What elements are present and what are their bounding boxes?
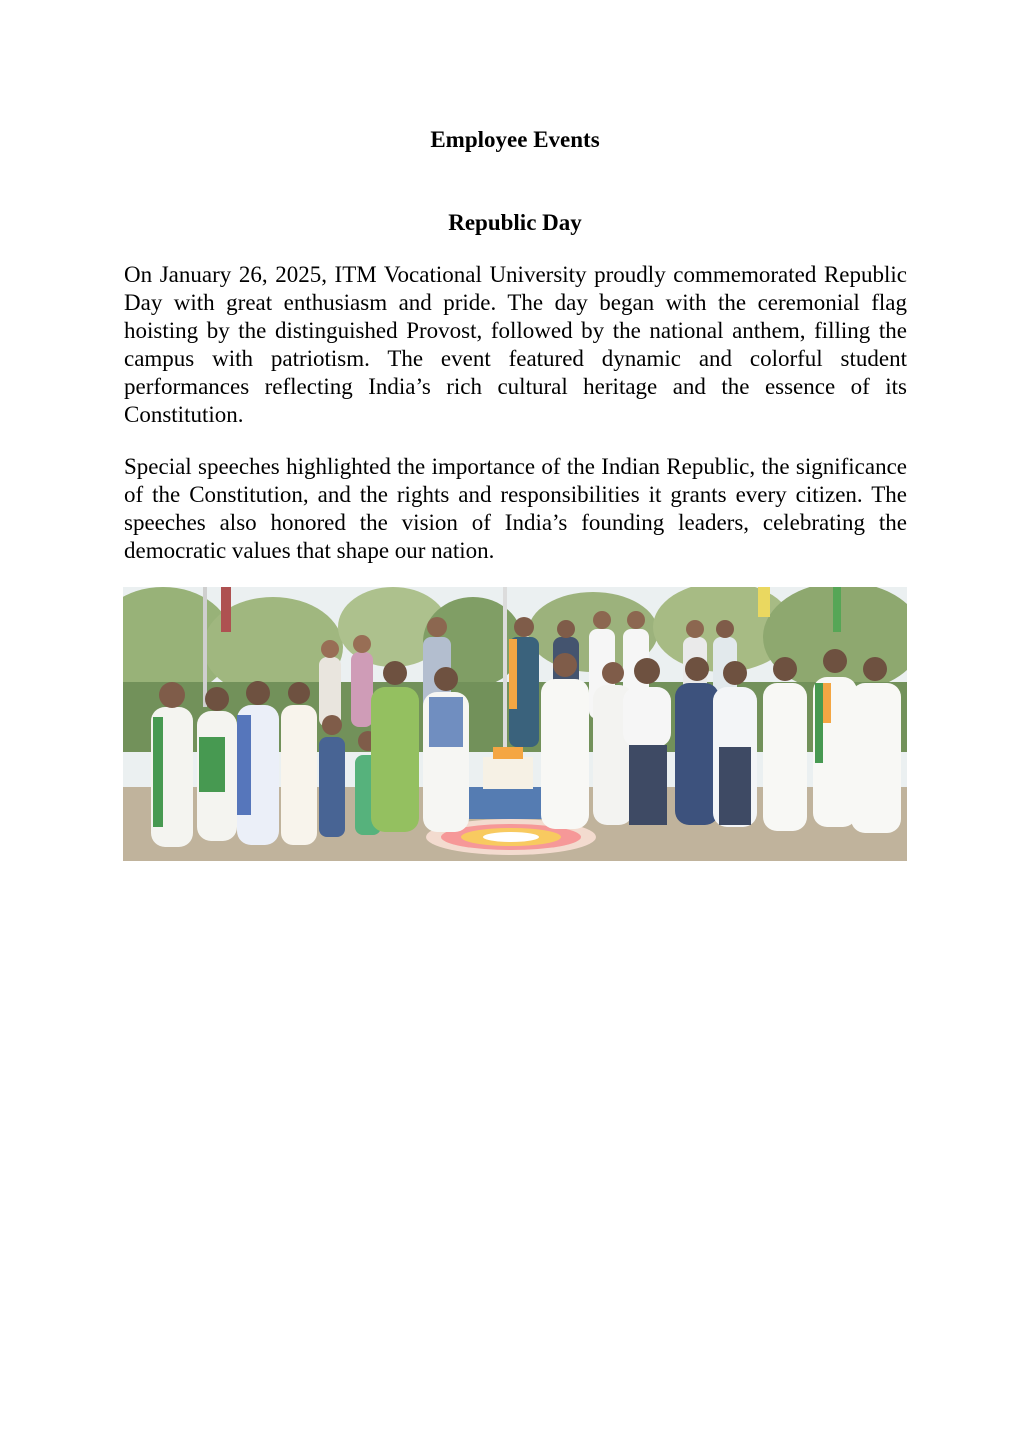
event-title: Republic Day — [448, 210, 582, 235]
republic-day-group-photo — [123, 587, 907, 861]
paragraph-intro: On January 26, 2025, ITM Vocational University proudly commemorated Republic Day with great enthusiasm and pride. The day began with the ceremonial flag hoisting by the distinguished Provost, followed by the national anthem, filling the campus with patriotism. The event featured dynamic and colorful student performances reflecting India’s rich cultural heritage and the essence of its Constitution. — [124, 262, 907, 427]
section-title: Employee Events — [430, 127, 600, 152]
paragraph-speeches: Special speeches highlighted the importance of the Indian Republic, the significance of the Constitution, and the rights and responsibilities it grants every citizen. The speeches also honored the vision of India’s founding leaders, celebrating the democratic values that shape our nation. — [124, 454, 907, 563]
